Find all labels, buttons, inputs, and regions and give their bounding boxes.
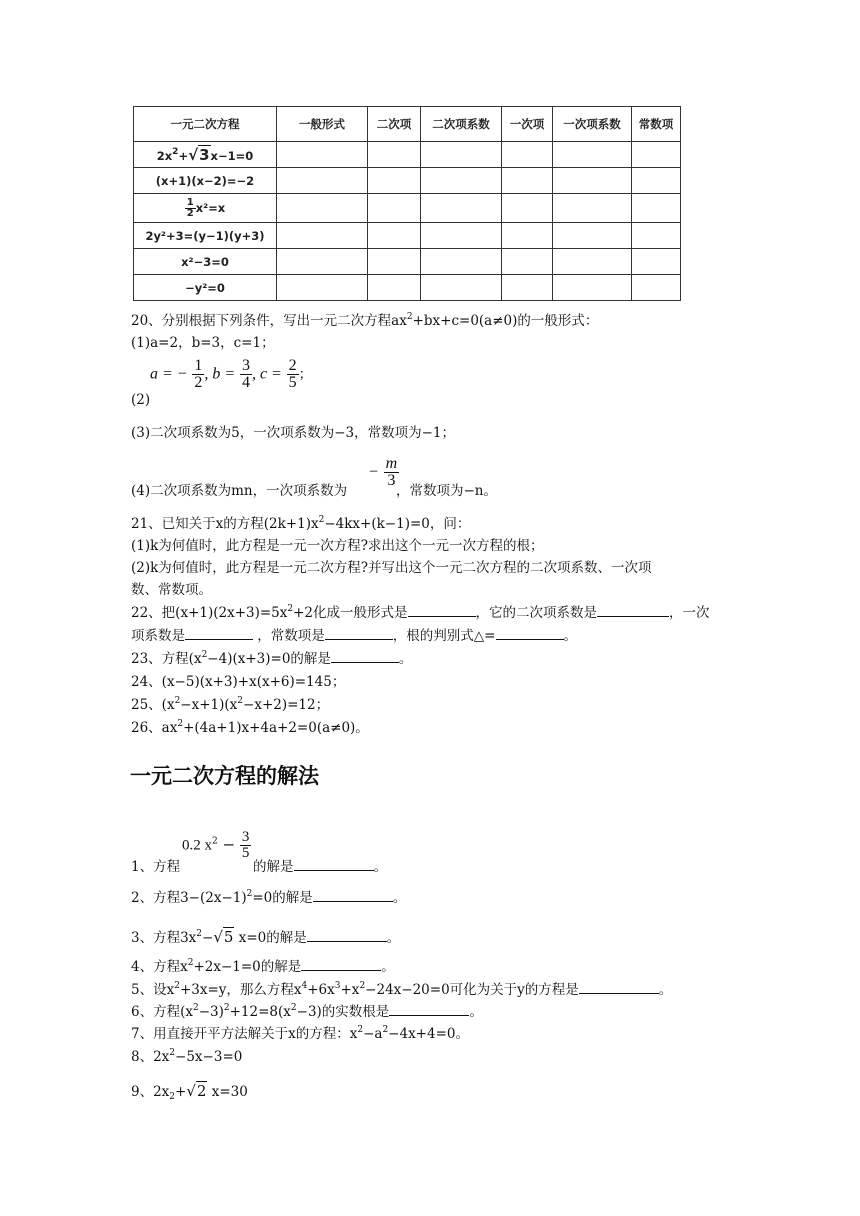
text: +2x−1=0的解是 [193,959,302,975]
q21-line1 [131,514,470,534]
text: +12=8(x [229,1004,291,1020]
text: 6、方程(x [131,1004,193,1020]
exponent: 2 [174,981,180,991]
coefficient-table [133,106,681,301]
numerator: 3 [241,357,250,374]
answer-cell[interactable] [632,168,681,194]
table-row [134,142,681,168]
text: ； [298,366,313,383]
exponent: 2 [237,696,244,706]
math-text: − [217,835,236,854]
table-header: 常数项 [632,107,681,142]
answer-blank[interactable] [579,993,659,994]
answer-blank[interactable] [325,639,393,640]
table-row [134,275,681,301]
text: 8、2x [131,1049,170,1065]
s3 [131,927,400,948]
text: + [175,1084,187,1100]
s7 [131,1024,469,1044]
table-header: 一次项 [502,107,553,142]
equation-part: x²=x [195,200,226,215]
text: −3) [198,1004,224,1020]
math-text: − [368,463,379,481]
text: 。 [469,1004,483,1020]
text: 5、设x [131,982,175,998]
answer-blank[interactable] [307,941,387,942]
answer-cell[interactable] [502,168,553,194]
text: 项系数是 [131,628,185,644]
text: ，它的二次项系数是 [475,605,598,621]
subscript: 2 [169,1092,176,1102]
answer-cell[interactable] [553,194,632,223]
text: −4)(x+3)=0的解是 [207,651,331,667]
exponent: 2 [290,1003,297,1013]
s1-text [131,857,180,877]
answer-blank[interactable] [408,616,476,617]
exponent: 2 [187,958,194,968]
answer-cell[interactable] [368,223,421,249]
table-header: 一般形式 [277,107,368,142]
exponent: 2 [201,650,208,660]
answer-cell[interactable] [277,194,368,223]
text: −4x+4=0。 [388,1026,469,1042]
answer-blank[interactable] [597,616,669,617]
section-title: 一元二次方程的解法 [130,764,319,788]
text: +3x=y，那么方程x [179,982,302,998]
radicand: 5 [223,928,234,946]
q20-part4-end: ，常数项为−n。 [396,483,498,499]
text: +x [340,982,360,998]
fraction [185,198,196,219]
equation-cell [134,194,277,223]
text: −x+1)(x [180,697,238,713]
text: 的解是 [253,859,294,875]
numerator: 2 [288,357,297,374]
text: 20、分别根据下列条件，写出一元二次方程ax [131,313,407,329]
q21-line3: (2)k为何值时，此方程是一元二次方程?并写出这个一元二次方程的二次项系数、一次项 [131,560,652,576]
answer-cell[interactable] [553,275,632,301]
answer-cell[interactable] [277,249,368,275]
text: 。 [386,930,401,946]
denominator: 2 [194,374,203,391]
table-row [134,194,681,223]
text: (4)二次项系数为mn，一次项系数为 [131,483,348,499]
exponent: 2 [287,604,294,614]
denominator: 5 [288,374,297,391]
answer-cell[interactable] [502,249,553,275]
radicand: 2 [196,1082,207,1100]
fraction [240,358,252,391]
sqrt-symbol: √5 [213,928,234,946]
denominator: 3 [387,472,396,489]
table-row [134,223,681,249]
s9 [131,1081,248,1102]
text: x=30 [207,1084,248,1100]
text: −3)的实数根是 [296,1004,390,1020]
table-row [134,249,681,275]
text: 23、方程(x [131,651,202,667]
math-text: , b = [204,365,236,383]
text: =0的解是 [252,890,313,906]
equation-part: 2x [156,148,173,163]
s8 [131,1047,242,1067]
exponent: 2 [174,696,181,706]
equation-cell: −y²=0 [134,275,277,301]
denominator: 4 [241,374,250,391]
text: 4、方程x [131,959,188,975]
exponent: 2 [318,515,325,525]
answer-cell[interactable] [421,223,502,249]
math-text: , c = [251,365,282,383]
exponent: 4 [301,981,308,991]
sqrt-symbol: √3 [188,145,210,164]
radicand: 3 [199,145,210,164]
text: 22、把(x+1)(2x+3)=5x [131,605,288,621]
q21-line2: (1)k为何值时，此方程是一元一次方程?求出这个一元一次方程的根； [131,538,544,554]
s1-tail [253,857,387,877]
answer-cell[interactable] [553,223,632,249]
fraction [287,358,299,391]
answer-cell[interactable] [368,249,421,275]
answer-cell[interactable] [502,275,553,301]
text: x=0的解是 [234,930,307,946]
fraction [240,830,252,861]
text: 21、已知关于x的方程(2k+1)x [131,516,319,532]
exponent: 2 [246,889,253,899]
answer-cell[interactable] [421,142,502,168]
s2 [131,888,406,908]
q20-part1: (1)a=2，b=3，c=1； [131,335,275,351]
numerator: 3 [241,829,250,845]
answer-cell[interactable] [368,194,421,223]
text: 1、方程 [131,859,181,875]
exponent: 2 [359,981,366,991]
answer-cell[interactable] [632,223,681,249]
q20-intro [131,311,598,331]
q23 [131,649,412,669]
text: −a [363,1026,383,1042]
s5 [131,980,672,1000]
answer-cell[interactable] [553,142,632,168]
table-header: 一次项系数 [553,107,632,142]
text: − [202,930,214,946]
text: −x+2)=12； [243,697,330,713]
text: ，一次 [669,605,710,621]
q22-line1 [131,603,710,623]
math-text: a = − [150,365,188,383]
equation-cell [134,142,277,168]
text: ，根的判别式△= [392,628,496,644]
table-header-row [134,107,681,142]
equation-part: x−1=0 [210,148,254,163]
equation-cell: 2y²+3=(y−1)(y+3) [134,223,277,249]
equation-exponent: 2 [172,146,179,157]
answer-cell[interactable] [421,168,502,194]
q20-part4 [131,481,347,501]
text: 3、方程3x [131,930,197,946]
text: 。 [373,859,387,875]
q20-part3: (3)二次项系数为5，一次项系数为−3，常数项为−1； [131,425,456,441]
denominator: 2 [186,207,194,219]
table-header: 一元二次方程 [134,107,277,142]
answer-blank[interactable] [301,970,381,971]
text: −4kx+(k−1)=0，问： [324,516,471,532]
text: 26、ax [131,720,178,736]
answer-cell[interactable] [368,275,421,301]
numerator: m [385,455,398,472]
numerator: 1 [186,196,194,208]
denominator: 5 [241,845,250,861]
exponent: 2 [192,1003,199,1013]
table-header: 二次项 [368,107,421,142]
answer-blank[interactable] [496,639,564,640]
s4 [131,957,395,977]
answer-cell[interactable] [553,249,632,275]
answer-cell[interactable] [502,142,553,168]
q20-part2-math [150,358,312,391]
math-text: 0.2 x [182,837,212,854]
answer-cell[interactable] [368,142,421,168]
answer-cell[interactable] [277,168,368,194]
exponent: 3 [334,981,341,991]
exponent: 2 [212,836,218,847]
answer-blank[interactable] [313,901,393,902]
answer-cell[interactable] [632,249,681,275]
answer-cell[interactable] [632,194,681,223]
numerator: 1 [194,357,203,374]
text: 。 [392,890,407,906]
answer-blank[interactable] [294,870,374,871]
answer-blank[interactable] [389,1015,469,1016]
text: 。 [658,982,673,998]
q22-line2 [131,626,577,646]
equation-cell: x²−3=0 [134,249,277,275]
answer-cell[interactable] [502,194,553,223]
text: +2化成一般形式是 [293,605,408,621]
text: 。 [398,651,413,667]
fraction [192,358,204,391]
answer-cell[interactable] [502,223,553,249]
q20-part2-label: (2) [131,392,151,408]
answer-blank[interactable] [331,662,399,663]
text: +6x [307,982,335,998]
answer-cell[interactable] [632,142,681,168]
answer-cell[interactable] [277,142,368,168]
answer-cell[interactable] [368,168,421,194]
answer-cell[interactable] [553,168,632,194]
answer-cell[interactable] [421,194,502,223]
q20-part4-fraction [368,456,399,489]
text: −24x−20=0可化为关于y的方程是 [365,982,579,998]
answer-cell[interactable] [421,275,502,301]
text: 9、2x [131,1084,170,1100]
answer-blank[interactable] [185,639,253,640]
table-row [134,168,681,194]
equation-part: + [178,148,189,163]
text: +(4a+1)x+4a+2=0(a≠0)。 [183,720,369,736]
text: 7、用直接开平方法解关于x的方程：x [131,1026,358,1042]
table-header: 二次项系数 [421,107,502,142]
answer-cell[interactable] [277,223,368,249]
text: 。 [563,628,577,644]
exponent: 2 [382,1025,389,1035]
q25 [131,695,329,715]
text: +bx+c=0(a≠0)的一般形式： [412,313,599,329]
exponent: 2 [223,1003,230,1013]
exponent: 2 [169,1048,176,1058]
q21-line4: 数、常数项。 [131,582,212,598]
equation-cell: (x+1)(x−2)=−2 [134,168,277,194]
answer-cell[interactable] [421,249,502,275]
answer-cell[interactable] [632,275,681,301]
s6 [131,1002,483,1022]
answer-cell[interactable] [277,275,368,301]
exponent: 2 [177,719,184,729]
s1-math [182,830,251,861]
exponent: 2 [196,929,203,939]
text: 。 [381,959,395,975]
exponent: 2 [357,1025,364,1035]
sqrt-symbol: √2 [186,1082,207,1100]
text: 2、方程3−(2x−1) [131,890,247,906]
text: 25、(x [131,697,175,713]
text: ，常数项是 [253,628,325,644]
text: −5x−3=0 [175,1049,243,1065]
exponent: 2 [406,312,413,322]
q26 [131,718,369,738]
q24: 24、(x−5)(x+3)+x(x+6)=145； [131,674,346,690]
